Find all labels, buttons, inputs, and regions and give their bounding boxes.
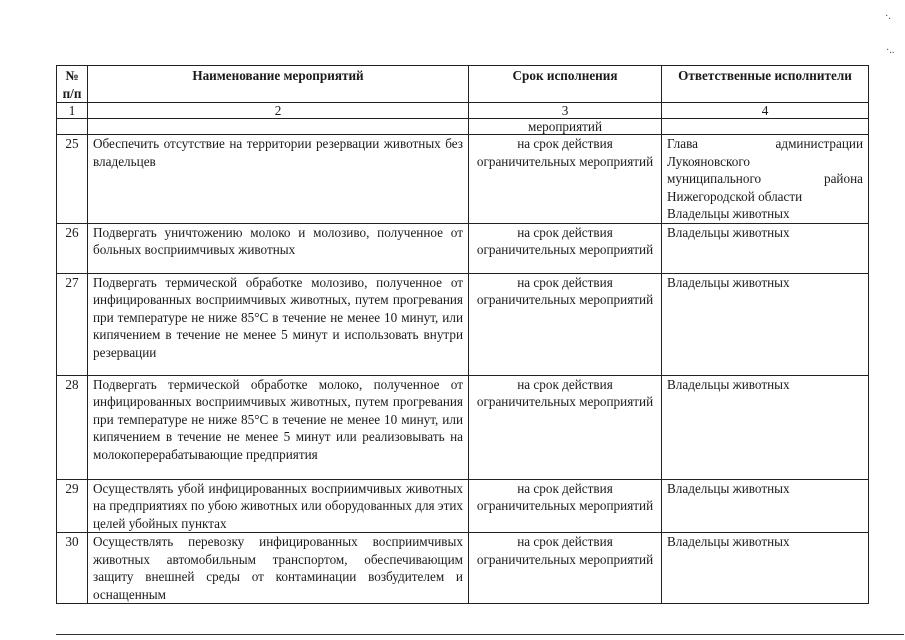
row-responsible bbox=[662, 479, 869, 533]
row-description: Обеспечить отсутствие на территории резервации животных без владельцев bbox=[88, 135, 469, 224]
responsible-line: Глава администрации bbox=[667, 136, 863, 151]
row-responsible bbox=[662, 273, 869, 375]
responsible-line: Нижегородской области bbox=[667, 188, 803, 204]
responsible-line: Владельцы животных bbox=[667, 534, 790, 549]
responsible-line: муниципального района bbox=[667, 171, 863, 186]
table-row bbox=[57, 273, 869, 375]
row-description: Осуществлять перевозку инфицированных восприимчивых животных автомобильным транспортом, обеспечивающим защиту внешней среды от контаминации возбудителем и оснащенным bbox=[88, 533, 469, 604]
table-row bbox=[57, 223, 869, 273]
table-row bbox=[57, 375, 869, 479]
table-row bbox=[57, 135, 869, 224]
row-description: Подвергать термической обработке молоко, полученное от инфицированных восприимчивых животных, путем прогревания при температуре не ниже 85°С в течение не менее 10 минут, или кипячением в течение не менее 5 минут или реализовывать на молокоперерабатывающие предприятия bbox=[88, 375, 469, 479]
page-bottom-rule bbox=[56, 634, 904, 635]
row-term: на срок действия ограничительных мероприятий bbox=[469, 273, 662, 375]
column-number: 4 bbox=[662, 103, 869, 119]
header-responsible: Ответственные исполнители bbox=[662, 66, 869, 103]
row-responsible bbox=[662, 375, 869, 479]
measures-table bbox=[56, 65, 869, 604]
row-number: 28 bbox=[57, 375, 88, 479]
column-number: 3 bbox=[469, 103, 662, 119]
row-term: на срок действия ограничительных мероприятий bbox=[469, 533, 662, 604]
scan-artifact-mark: ·. bbox=[885, 11, 891, 22]
row-responsible bbox=[662, 135, 869, 224]
column-number: 2 bbox=[88, 103, 469, 119]
row-description: Подвергать уничтожению молоко и молозиво, полученное от больных восприимчивых животных bbox=[88, 223, 469, 273]
row-responsible bbox=[662, 533, 869, 604]
column-number: 1 bbox=[57, 103, 88, 119]
row-responsible bbox=[662, 223, 869, 273]
row-term: на срок действия ограничительных мероприятий bbox=[469, 479, 662, 533]
continuation-text: мероприятий bbox=[469, 119, 662, 135]
row-description: Осуществлять убой инфицированных восприимчивых животных на предприятиях по убою животных или оборудованных для этих целей убойных пунктах bbox=[88, 479, 469, 533]
row-number: 29 bbox=[57, 479, 88, 533]
row-number: 30 bbox=[57, 533, 88, 604]
responsible-line: Владельцы животных bbox=[667, 224, 790, 240]
responsible-line: Лукояновского bbox=[667, 153, 751, 169]
continuation-row bbox=[57, 119, 869, 135]
responsible-line: Владельцы животных bbox=[667, 376, 790, 392]
row-description: Подвергать термической обработке молозиво, полученное от инфицированных восприимчивых животных, путем прогревания при температуре не ниже 85°С в течение не менее 10 минут, или кипячением в течение не менее 5 минут и использовать внутри резервации bbox=[88, 273, 469, 375]
responsible-line: Владельцы животных bbox=[667, 480, 790, 496]
column-numbers-row bbox=[57, 103, 869, 119]
scan-artifact-mark: ·.. bbox=[886, 45, 895, 56]
header-number: № п/п bbox=[57, 66, 88, 103]
table-header-row bbox=[57, 66, 869, 103]
row-number: 26 bbox=[57, 223, 88, 273]
row-term: на срок действия ограничительных мероприятий bbox=[469, 135, 662, 224]
table-row bbox=[57, 479, 869, 533]
responsible-line: Владельцы животных bbox=[667, 274, 790, 290]
row-number: 25 bbox=[57, 135, 88, 224]
row-number: 27 bbox=[57, 273, 88, 375]
header-term: Срок исполнения bbox=[469, 66, 662, 103]
row-term: на срок действия ограничительных мероприятий bbox=[469, 375, 662, 479]
responsible-line: Владельцы животных bbox=[667, 206, 790, 221]
table-row bbox=[57, 533, 869, 604]
header-name: Наименование мероприятий bbox=[88, 66, 469, 103]
row-term: на срок действия ограничительных мероприятий bbox=[469, 223, 662, 273]
